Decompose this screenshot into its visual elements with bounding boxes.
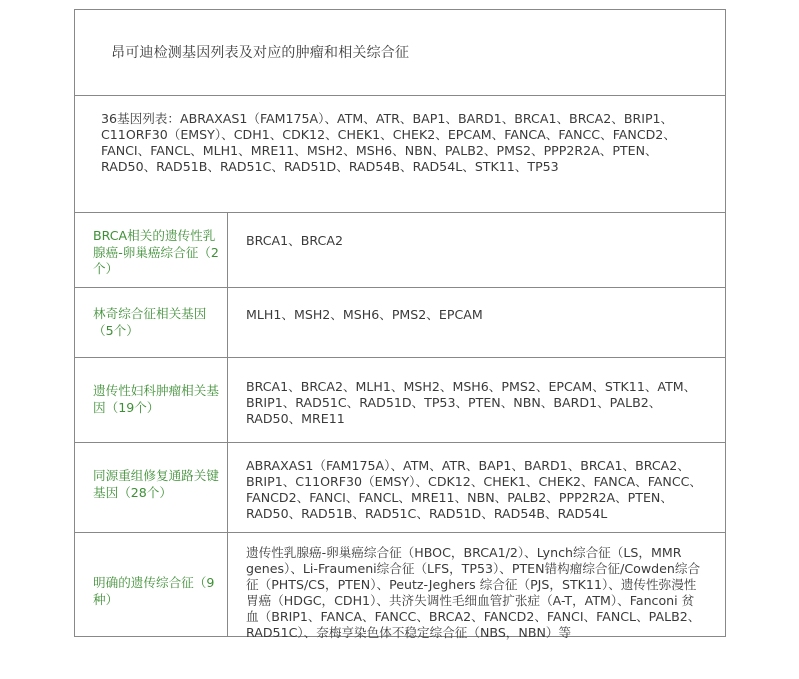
category-cell [75,533,228,636]
table-row [75,287,725,357]
category-cell [75,213,228,287]
genes-text: 遗传性乳腺癌-卵巢癌综合征（HBOC，BRCA1/2）、Lynch综合征（LS，MMR genes）、Li-Fraumeni综合征（LFS，TP53）、PTEN错构瘤综合征/Cowden综合征（PHTS/CS，PTEN）、Peutz-Jeghers 综合征（PJS，STK11）、遗传性弥漫性胃癌（HDGC，CDH1）、共济失调性毛细血管扩张症（A-T，ATM）、Fanconi 贫血（BRIP1、FANCA、FANCC、BRCA2、FANCD2、FANCI、FANCL、PALB2、RAD51C）、奈梅亨染色体不稳定综合征（NBS，NBN）等 [246,545,701,640]
category-label: 林奇综合征相关基因（5个） [93,306,207,338]
category-label: 同源重组修复通路关键基因（28个） [93,468,219,500]
title-row [75,10,725,95]
genes-text: MLH1、MSH2、MSH6、PMS2、EPCAM [246,307,483,322]
category-label: 明确的遗传综合征（9种） [93,575,215,607]
genes-text: BRCA1、BRCA2、MLH1、MSH2、MSH6、PMS2、EPCAM、STK11、ATM、BRIP1、RAD51C、RAD51D、TP53、PTEN、NBN、BARD1、PALB2、RAD50、MRE11 [246,379,697,426]
category-label: BRCA相关的遗传性乳腺癌-卵巢癌综合征（2个） [93,228,219,276]
gene-list-text: 36基因列表：ABRAXAS1（FAM175A）、ATM、ATR、BAP1、BARD1、BRCA1、BRCA2、BRIP1、C11ORF30（EMSY）、CDH1、CDK12、CHEK1、CHEK2、EPCAM、FANCA、FANCC、FANCD2、FANCI、FANCL、MLH1、MRE11、MSH2、MSH6、NBN、PALB2、PMS2、PPP2R2A、PTEN、RAD50、RAD51B、RAD51C、RAD51D、RAD54B、RAD54L、STK11、TP53 [101,111,676,174]
gene-table [74,9,726,640]
category-cell [75,358,228,442]
table-row [75,212,725,287]
category-label: 遗传性妇科肿瘤相关基因（19个） [93,383,219,415]
table-row [75,532,725,640]
gene-list-row [75,95,725,212]
genes-text: ABRAXAS1（FAM175A）、ATM、ATR、BAP1、BARD1、BRCA1、BRCA2、BRIP1、C11ORF30（EMSY）、CDK12、CHEK1、CHEK2、FANCA、FANCC、FANCD2、FANCI、FANCL、MRE11、NBN、PALB2、PPP2R2A、PTEN、RAD50、RAD51B、RAD51C、RAD51D、RAD54B、RAD54L [246,458,703,521]
genes-text: BRCA1、BRCA2 [246,233,343,248]
table-row [75,442,725,532]
category-cell [75,443,228,532]
table-title: 昂可迪检测基因列表及对应的肿瘤和相关综合征 [111,45,410,61]
category-cell [75,288,228,357]
table-row [75,357,725,442]
